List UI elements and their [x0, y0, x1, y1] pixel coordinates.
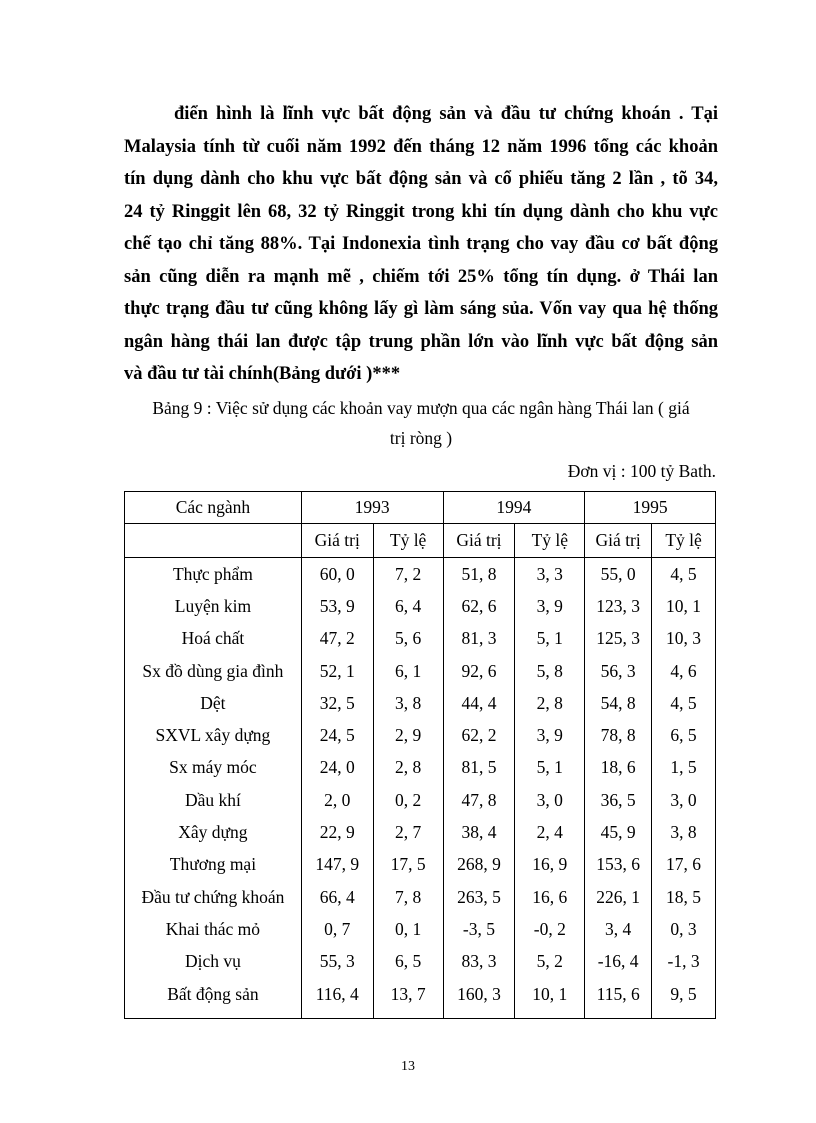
table-caption-line: trị ròng ) [389, 428, 453, 448]
value-cell: 54, 8 [585, 687, 652, 719]
ratio-cell: 10, 3 [652, 623, 716, 655]
ratio-cell: 13, 7 [373, 978, 443, 1019]
value-cell: -3, 5 [443, 913, 515, 945]
value-cell: 92, 6 [443, 655, 515, 687]
table-row [125, 978, 716, 1019]
empty-header-cell [125, 524, 302, 558]
value-cell: 32, 5 [301, 687, 373, 719]
ratio-cell: 2, 7 [373, 816, 443, 848]
paragraph-line: chế tạo chỉ tăng 88%. Tại Indonexia tình trạng cho vay đầu cơ bất động [124, 234, 718, 254]
ratio-cell: 6, 5 [373, 946, 443, 978]
ratio-cell: 16, 6 [515, 881, 585, 913]
value-cell: 116, 4 [301, 978, 373, 1019]
value-cell: 24, 5 [301, 719, 373, 751]
paragraph-line: sản cũng diễn ra mạnh mẽ , chiếm tới 25% tổng tín dụng. ở Thái lan [124, 266, 718, 287]
value-cell: 263, 5 [443, 881, 515, 913]
loan-usage-table [124, 491, 716, 1019]
sector-cell: SXVL xây dựng [125, 719, 302, 751]
table-caption-line: Bảng 9 : Việc sử dụng các khoản vay mượn qua các ngân hàng Thái lan ( giá [152, 398, 690, 418]
value-cell: 83, 3 [443, 946, 515, 978]
ratio-cell: -0, 2 [515, 913, 585, 945]
sector-cell: Bất động sản [125, 978, 302, 1019]
value-cell: 78, 8 [585, 719, 652, 751]
ratio-cell: 2, 8 [373, 752, 443, 784]
sector-cell: Hoá chất [125, 623, 302, 655]
sector-cell: Dầu khí [125, 784, 302, 816]
value-cell: 153, 6 [585, 849, 652, 881]
value-cell: 81, 3 [443, 623, 515, 655]
table-row [125, 687, 716, 719]
page-number: 13 [401, 1059, 415, 1074]
sector-cell: Thực phẩm [125, 558, 302, 591]
value-cell: 51, 8 [443, 558, 515, 591]
value-cell: 60, 0 [301, 558, 373, 591]
value-cell: 44, 4 [443, 687, 515, 719]
ratio-cell: 10, 1 [652, 590, 716, 622]
value-cell: 22, 9 [301, 816, 373, 848]
ratio-cell: -1, 3 [652, 946, 716, 978]
paragraph-line: ngân hàng thái lan được tập trung phần lớn vào lĩnh vực bất động sản [124, 331, 718, 352]
ratio-cell: 16, 9 [515, 849, 585, 881]
ratio-cell: 3, 0 [652, 784, 716, 816]
table-row [125, 655, 716, 687]
value-cell: 47, 2 [301, 623, 373, 655]
body-paragraph [124, 98, 718, 391]
ratio-cell: 4, 5 [652, 687, 716, 719]
table-row [125, 752, 716, 784]
value-cell: 56, 3 [585, 655, 652, 687]
paragraph-line: Malaysia tính từ cuối năm 1992 đến tháng 12 năm 1996 tổng các khoản [124, 136, 718, 157]
value-cell: 81, 5 [443, 752, 515, 784]
sector-cell: Dệt [125, 687, 302, 719]
table-row [125, 849, 716, 881]
paragraph-line: tín dụng dành cho khu vực bất động sản và cổ phiếu tăng 2 lần , tõ 34, [124, 169, 718, 189]
paragraph-line: và đầu tư tài chính(Bảng dưới )*** [124, 364, 401, 384]
ratio-cell: 3, 8 [373, 687, 443, 719]
paragraph-line: thực trạng đầu tư cũng không lấy gì làm sáng sủa. Vốn vay qua hệ thống [124, 299, 718, 319]
value-cell: 66, 4 [301, 881, 373, 913]
ratio-cell: 5, 1 [515, 623, 585, 655]
ratio-cell: 6, 4 [373, 590, 443, 622]
sector-cell: Dịch vụ [125, 946, 302, 978]
year-header: 1994 [443, 492, 585, 524]
table-row [125, 913, 716, 945]
ratio-cell: 1, 5 [652, 752, 716, 784]
value-cell: 2, 0 [301, 784, 373, 816]
sector-cell: Khai thác mỏ [125, 913, 302, 945]
table-header-row [125, 492, 716, 524]
sector-cell: Xây dựng [125, 816, 302, 848]
ratio-cell: 5, 1 [515, 752, 585, 784]
table-row [125, 558, 716, 591]
ratio-cell: 6, 1 [373, 655, 443, 687]
ratio-cell: 5, 6 [373, 623, 443, 655]
ratio-cell: 0, 3 [652, 913, 716, 945]
table-row [125, 623, 716, 655]
ratio-cell: 3, 0 [515, 784, 585, 816]
value-cell: 62, 2 [443, 719, 515, 751]
table-row [125, 719, 716, 751]
table-caption [124, 393, 718, 453]
ratio-cell: 4, 5 [652, 558, 716, 591]
value-cell: 55, 0 [585, 558, 652, 591]
value-cell: 36, 5 [585, 784, 652, 816]
value-cell: 55, 3 [301, 946, 373, 978]
year-header: 1993 [301, 492, 443, 524]
value-cell: 147, 9 [301, 849, 373, 881]
ratio-subheader: Tỷ lệ [652, 524, 716, 558]
table-row [125, 784, 716, 816]
ratio-cell: 0, 2 [373, 784, 443, 816]
value-cell: -16, 4 [585, 946, 652, 978]
ratio-cell: 17, 5 [373, 849, 443, 881]
value-cell: 125, 3 [585, 623, 652, 655]
ratio-cell: 5, 2 [515, 946, 585, 978]
value-cell: 268, 9 [443, 849, 515, 881]
year-header: 1995 [585, 492, 716, 524]
value-cell: 38, 4 [443, 816, 515, 848]
paragraph-line: 24 tỷ Ringgit lên 68, 32 tỷ Ringgit trong khi tín dụng dành cho khu vực [124, 201, 718, 222]
sector-cell: Thương mại [125, 849, 302, 881]
ratio-subheader: Tỷ lệ [515, 524, 585, 558]
value-cell: 18, 6 [585, 752, 652, 784]
value-cell: 115, 6 [585, 978, 652, 1019]
value-cell: 226, 1 [585, 881, 652, 913]
ratio-cell: 3, 9 [515, 719, 585, 751]
value-cell: 0, 7 [301, 913, 373, 945]
ratio-cell: 4, 6 [652, 655, 716, 687]
ratio-cell: 10, 1 [515, 978, 585, 1019]
value-cell: 45, 9 [585, 816, 652, 848]
sector-cell: Sx máy móc [125, 752, 302, 784]
value-subheader: Giá trị [585, 524, 652, 558]
ratio-cell: 3, 8 [652, 816, 716, 848]
value-cell: 47, 8 [443, 784, 515, 816]
unit-label: Đơn vị : 100 tỷ Bath. [567, 461, 716, 481]
table-row [125, 881, 716, 913]
value-cell: 24, 0 [301, 752, 373, 784]
ratio-cell: 18, 5 [652, 881, 716, 913]
value-cell: 53, 9 [301, 590, 373, 622]
table-row [125, 816, 716, 848]
sector-cell: Luyện kim [125, 590, 302, 622]
ratio-cell: 2, 9 [373, 719, 443, 751]
sector-cell: Đầu tư chứng khoán [125, 881, 302, 913]
ratio-cell: 2, 4 [515, 816, 585, 848]
table-row [125, 946, 716, 978]
ratio-cell: 17, 6 [652, 849, 716, 881]
ratio-cell: 2, 8 [515, 687, 585, 719]
table-row [125, 590, 716, 622]
ratio-cell: 9, 5 [652, 978, 716, 1019]
value-cell: 62, 6 [443, 590, 515, 622]
table-subheader-row [125, 524, 716, 558]
ratio-cell: 3, 3 [515, 558, 585, 591]
value-cell: 3, 4 [585, 913, 652, 945]
ratio-subheader: Tỷ lệ [373, 524, 443, 558]
value-cell: 160, 3 [443, 978, 515, 1019]
sector-column-header: Các ngành [125, 492, 302, 524]
paragraph-line: điển hình là lĩnh vực bất động sản và đầu tư chứng khoán . Tại [174, 104, 718, 124]
ratio-cell: 6, 5 [652, 719, 716, 751]
ratio-cell: 7, 2 [373, 558, 443, 591]
value-cell: 123, 3 [585, 590, 652, 622]
ratio-cell: 3, 9 [515, 590, 585, 622]
ratio-cell: 5, 8 [515, 655, 585, 687]
ratio-cell: 7, 8 [373, 881, 443, 913]
ratio-cell: 0, 1 [373, 913, 443, 945]
sector-cell: Sx đồ dùng gia đình [125, 655, 302, 687]
value-subheader: Giá trị [301, 524, 373, 558]
value-subheader: Giá trị [443, 524, 515, 558]
value-cell: 52, 1 [301, 655, 373, 687]
